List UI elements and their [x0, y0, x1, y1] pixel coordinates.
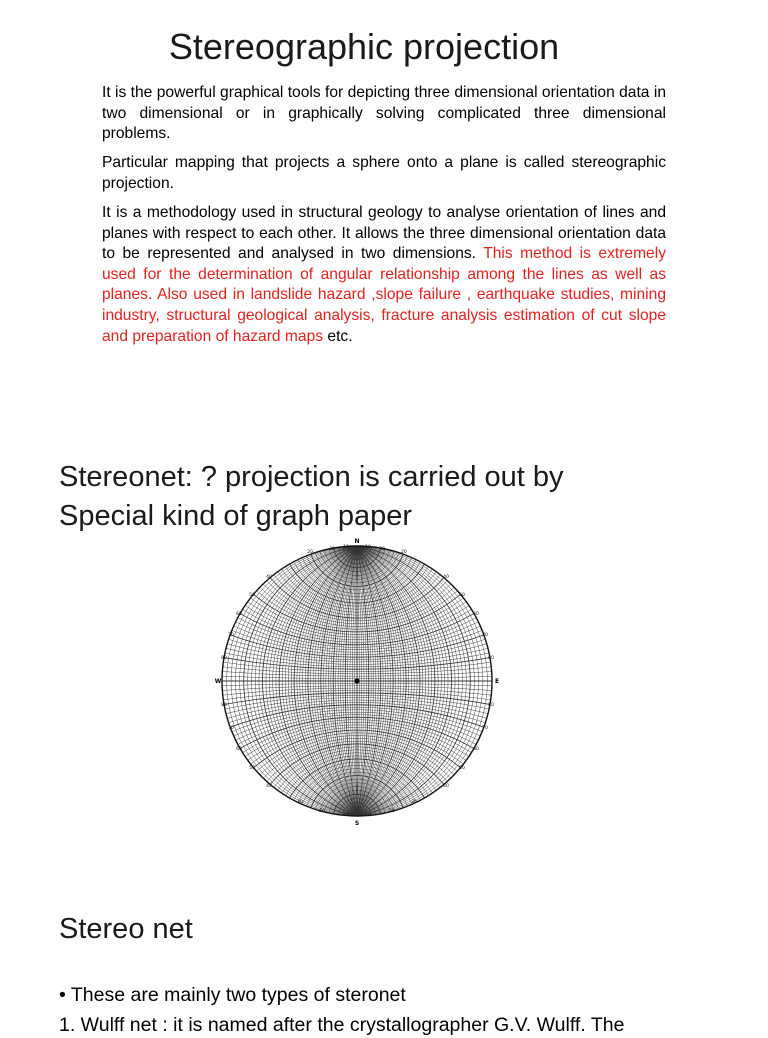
stereo-net-heading: Stereo net	[59, 913, 193, 945]
stereonet-heading-line2: Special kind of graph paper	[59, 499, 413, 532]
tick-label: 60	[236, 747, 242, 752]
slide-title: Stereographic projection	[168, 26, 560, 67]
tick-label: 80	[221, 656, 227, 661]
tick-label: 20	[401, 550, 407, 555]
paragraph-mapping: Particular mapping that projects a sphere onto a plane is called stereographic projection.	[102, 154, 666, 192]
tick-label: 80	[488, 703, 494, 708]
center-point	[354, 678, 359, 683]
tick-label: 70	[482, 726, 488, 731]
tick-label: 30	[329, 547, 335, 552]
tick-label: 50	[459, 766, 465, 771]
tick-label: 10	[365, 545, 371, 550]
tick-label: 60	[473, 747, 479, 752]
paragraph-definition: It is the powerful graphical tools for depicting three dimensional orientation data in two dimensional or in graphically solving complicated three dimensional problems.	[102, 84, 666, 143]
tick-label: 10	[343, 813, 349, 818]
tick-label: 60	[236, 612, 242, 617]
east-label: E	[494, 678, 500, 685]
tick-label: 20	[307, 550, 313, 555]
tick-label: 80	[221, 703, 227, 708]
west-label: W	[214, 678, 222, 685]
tick-label: 30	[379, 547, 385, 552]
tick-label: 40	[266, 784, 272, 789]
list-item: 1. Wulff net : it is named after the crystallographer G.V. Wulff. The	[59, 1014, 625, 1036]
tick-label: 30	[411, 800, 417, 805]
stereonet-heading-line1: Stereonet: ? projection is carried out by	[59, 461, 564, 493]
tick-label: 60	[473, 612, 479, 617]
list-item: • These are mainly two types of steronet	[59, 984, 406, 1006]
south-label: S	[354, 820, 360, 826]
tick-label: 20	[389, 809, 395, 814]
tick-label: 40	[266, 575, 272, 580]
tick-label: 80	[488, 656, 494, 661]
methodology-end: etc.	[323, 327, 353, 345]
tick-label: 70	[228, 726, 234, 731]
tick-label: 10	[343, 545, 349, 550]
highlighted-applications: This method is extremely used for the determination of angular relationship among the lines as well as planes. Also used in landslide hazard ,slope failure , earthquake studies, mining industry, structural geological analysis, fracture analysis estimation of cut slope and preparation of hazard maps	[102, 245, 666, 345]
tick-label: 50	[249, 593, 255, 598]
tick-label: 30	[297, 800, 303, 805]
stereonet-diagram	[212, 536, 502, 826]
tick-label: 40	[443, 784, 449, 789]
north-label: N	[354, 538, 360, 545]
tick-label: 70	[482, 633, 488, 638]
tick-label: 50	[249, 766, 255, 771]
paragraph-methodology	[102, 203, 666, 347]
methodology-text: It is a methodology used in structural geology to analyse orientation of lines and planes with respect to each other. It allows the three dimensional orientation data to be represented and analysed in two dimensions.	[102, 204, 666, 263]
stereonet-heading	[59, 458, 739, 535]
tick-label: 70	[228, 633, 234, 638]
tick-label: 50	[459, 593, 465, 598]
tick-label: 10	[365, 813, 371, 818]
tick-label: 40	[443, 575, 449, 580]
tick-label: 20	[319, 809, 325, 814]
